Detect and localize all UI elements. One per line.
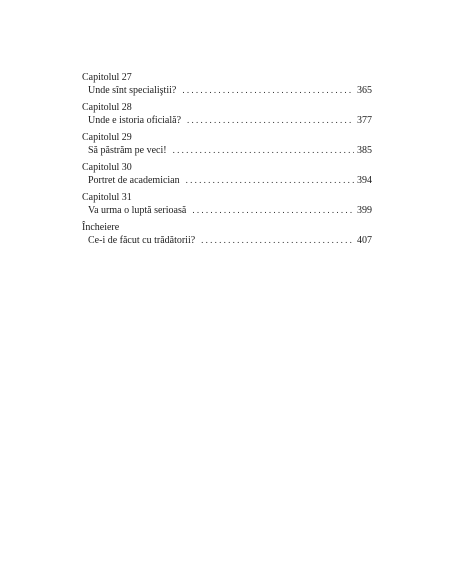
dot-leader xyxy=(187,114,354,127)
chapter-title: Unde sînt specialiştii? xyxy=(88,85,177,96)
toc-row xyxy=(82,204,372,217)
page-number: 407 xyxy=(357,235,372,246)
chapter-label: Capitolul 28 xyxy=(82,102,132,113)
toc-entry xyxy=(82,102,372,127)
chapter-label: Capitolul 29 xyxy=(82,132,132,143)
chapter-label: Încheiere xyxy=(82,222,120,233)
toc-entry xyxy=(82,222,372,247)
chapter-title: Să păstrăm pe veci! xyxy=(88,145,167,156)
chapter-label: Capitolul 30 xyxy=(82,162,132,173)
chapter-title: Portret de academician xyxy=(88,175,180,186)
toc-row xyxy=(82,144,372,157)
dot-leader xyxy=(173,144,354,157)
toc-entry xyxy=(82,132,372,157)
chapter-label: Capitolul 27 xyxy=(82,72,132,83)
page-number: 394 xyxy=(357,175,372,186)
toc-row xyxy=(82,174,372,187)
dot-leader xyxy=(182,84,354,97)
page-number: 377 xyxy=(357,115,372,126)
chapter-title: Va urma o luptă serioasă xyxy=(88,205,187,216)
chapter-title: Unde e istoria oficială? xyxy=(88,115,182,126)
toc-row xyxy=(82,234,372,247)
table-of-contents xyxy=(82,72,372,252)
toc-row xyxy=(82,114,372,127)
page-number: 365 xyxy=(357,85,372,96)
page-number: 399 xyxy=(357,205,372,216)
toc-entry xyxy=(82,162,372,187)
page-number: 385 xyxy=(357,145,372,156)
toc-entry xyxy=(82,72,372,97)
chapter-title: Ce-i de făcut cu trădătorii? xyxy=(88,235,196,246)
toc-entry xyxy=(82,192,372,217)
chapter-label: Capitolul 31 xyxy=(82,192,132,203)
toc-row xyxy=(82,84,372,97)
dot-leader xyxy=(186,174,354,187)
dot-leader xyxy=(201,234,354,247)
dot-leader xyxy=(192,204,354,217)
